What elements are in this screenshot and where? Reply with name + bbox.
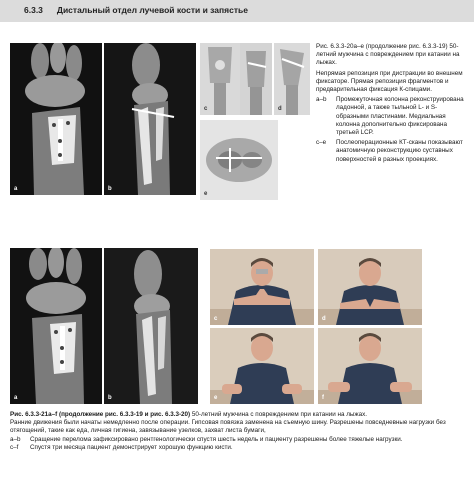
panel-label: a: [14, 395, 18, 401]
fig21-item: [10, 436, 468, 444]
fig21-xray-a: [10, 248, 102, 404]
panel-label: e: [204, 191, 208, 197]
fig21-caption: [10, 411, 468, 452]
fig21-photo-e: [210, 328, 314, 404]
item-text: Спустя три месяца пациент демонстрирует хорошую функцию кисти.: [30, 443, 233, 451]
fig20-xray-b: [104, 43, 196, 195]
panel-label: e: [214, 395, 218, 401]
fig21-photo-d: [318, 249, 422, 325]
fig20-caption-lead: Непрямая репозиция при дистракции во внешнем фиксаторе. Прямая репозиция фрагментов и предварительная фиксация К-спицами.: [316, 69, 463, 94]
panel-label: c: [204, 106, 208, 112]
fig21-item: [10, 444, 468, 452]
panel-label: f: [322, 395, 324, 401]
running-header: [24, 5, 262, 15]
fig20-item: [316, 139, 468, 164]
item-key: a–b: [316, 96, 327, 104]
fig20-xray-a: [10, 43, 102, 195]
fig20-ct-e: [200, 120, 278, 200]
fig21-caption-title-line: [10, 411, 468, 419]
panel-label: b: [108, 186, 112, 192]
item-text: Сращение перелома зафиксировано рентгенологически спустя шесть недель и пациенту разрешены более тяжелые нагрузки.: [30, 435, 403, 443]
item-key: c–e: [316, 139, 327, 147]
fig21-caption-title-rest: 50-летний мужчина с повреждением при катании на лыжах.: [191, 411, 368, 418]
section-title: Дистальный отдел лучевой кости и запястье: [56, 5, 248, 15]
item-key: a–b: [10, 435, 21, 443]
panel-label: d: [322, 316, 326, 322]
fig21-caption-title: Рис. 6.3.3-21a–f (продолжение рис. 6.3.3-19 и рис. 6.3.3-20): [10, 411, 191, 418]
item-text: Послеоперационные КТ-сканы показывают анатомичную реконструкцию суставных поверхностей в разных проекциях.: [336, 139, 463, 163]
panel-label: b: [108, 395, 112, 401]
fig20-item: [316, 96, 468, 137]
item-key: c–f: [10, 443, 19, 451]
fig21-photo-c: [210, 249, 314, 325]
panel-label: d: [278, 106, 282, 112]
fig21-caption-lead: Ранние движения были начаты немедленно после операции. Гипсовая повязка заменена на съемную шину. Разрешены повседневные нагрузки без отягощений, такие как еда, личная гигиена, завязывание узелков, захват листа бумаги,: [10, 419, 446, 435]
fig20-ct-c2: [240, 43, 272, 115]
item-text: Промежуточная колонна реконструирована ладонной, а также тыльной L- и S-образными пластинами. Медиальная колонна дополнительно фиксирована третьей LCP.: [336, 96, 464, 137]
fig21-xray-b: [104, 248, 198, 404]
fig20-caption-title: Рис. 6.3.3-20a–e (продолжение рис. 6.3.3-19) 50-летний мужчина с повреждением при катании на лыжах.: [316, 43, 460, 67]
fig20-caption: [316, 43, 468, 164]
section-number: 6.3.3: [24, 5, 43, 15]
panel-label: c: [214, 316, 218, 322]
panel-label: a: [14, 186, 18, 192]
fig21-photo-f: [318, 328, 422, 404]
fig20-ct-d: [274, 43, 310, 115]
fig20-ct-c: [200, 43, 240, 115]
